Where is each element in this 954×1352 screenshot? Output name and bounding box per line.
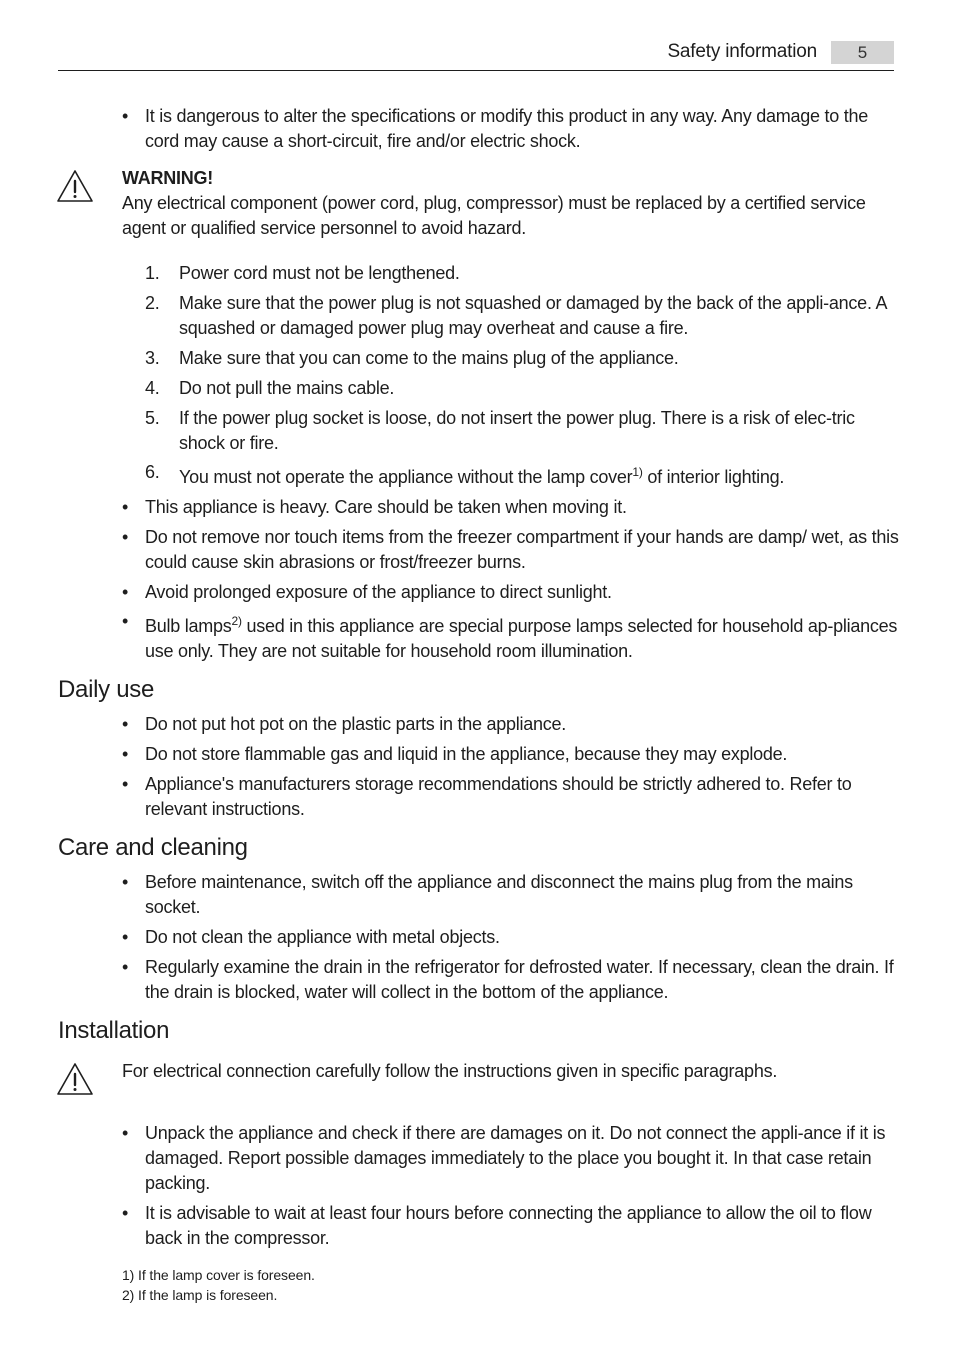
numbered-item-text: Power cord must not be lengthened.: [179, 263, 460, 283]
numbered-item-number: 5.: [145, 408, 160, 428]
bullet-marker: •: [122, 497, 129, 517]
section-title-daily-use: Daily use: [58, 676, 155, 703]
bullet-text-part: used in this appliance are special purpose lamps selected for household ap-pliances use only. They are not suitable for household room illumination.: [145, 616, 898, 661]
page-number-badge: 5: [831, 41, 894, 64]
numbered-item-text: Make sure that the power plug is not squashed or damaged by the back of the appli-ance. A squashed or damaged power plug may overheat and cause a fire.: [179, 293, 887, 338]
numbered-item-text: If the power plug socket is loose, do not insert the power plug. There is a risk of elec-tric shock or fire.: [179, 408, 855, 453]
bullet-marker: •: [122, 106, 129, 126]
installation-warning-text: For electrical connection carefully follow the instructions given in specific paragraphs.: [122, 1061, 778, 1081]
bullet-marker: •: [122, 872, 129, 892]
warning-heading: WARNING!: [122, 168, 213, 188]
numbered-item-number: 3.: [145, 348, 160, 368]
numbered-item-number: 6.: [145, 462, 160, 482]
footnote-ref: 2): [231, 614, 242, 628]
numbered-item-number: 2.: [145, 293, 160, 313]
warning-triangle-icon: [55, 1061, 95, 1097]
bullet-marker: •: [122, 527, 129, 547]
numbered-item-text: Do not pull the mains cable.: [179, 378, 395, 398]
warning-text: Any electrical component (power cord, plug, compressor) must be replaced by a certified service agent or qualified service personnel to avoid hazard.: [122, 193, 866, 238]
numbered-item-text-part: of interior lighting.: [642, 467, 785, 487]
bullet-marker: •: [122, 774, 129, 794]
bullet-marker: •: [122, 927, 129, 947]
section-title-care-and-cleaning: Care and cleaning: [58, 834, 248, 861]
bullet-marker: •: [122, 582, 129, 602]
numbered-item-text-part: You must not operate the appliance without the lamp cover: [179, 467, 633, 487]
bullet-text: [145, 614, 905, 664]
bullet-text: Avoid prolonged exposure of the appliance to direct sunlight.: [145, 582, 612, 602]
bullet-text: Appliance's manufacturers storage recommendations should be strictly adhered to. Refer to relevant instructions.: [145, 774, 852, 819]
bullet-text-part: Bulb lamps: [145, 616, 232, 636]
numbered-item-number: 4.: [145, 378, 160, 398]
bullet-text: Do not clean the appliance with metal objects.: [145, 927, 500, 947]
bullet-text: Before maintenance, switch off the appliance and disconnect the mains plug from the mains socket.: [145, 872, 853, 917]
footnote-1: 1) If the lamp cover is foreseen.: [122, 1267, 315, 1283]
bullet-text: Unpack the appliance and check if there are damages on it. Do not connect the appli-ance if it is damaged. Report possible damages immediately to the place you bought it. In that case retain packing.: [145, 1123, 886, 1193]
bullet-text: Do not put hot pot on the plastic parts in the appliance.: [145, 714, 567, 734]
intro-bullet-text: It is dangerous to alter the specifications or modify this product in any way. Any damage to the cord may cause a short-circuit, fire and/or electric shock.: [145, 106, 869, 151]
numbered-item-text: [179, 465, 904, 490]
header-divider: [58, 70, 894, 71]
warning-block: [122, 166, 897, 241]
footnote-ref: 1): [632, 465, 643, 479]
bullet-text: Do not remove nor touch items from the freezer compartment if your hands are damp/ wet, as this could cause skin abrasions or frost/freezer burns.: [145, 527, 899, 572]
bullet-text: Regularly examine the drain in the refrigerator for defrosted water. If necessary, clean the drain. If the drain is blocked, water will collect in the bottom of the appliance.: [145, 957, 894, 1002]
bullet-text: This appliance is heavy. Care should be taken when moving it.: [145, 497, 627, 517]
numbered-item-text: Make sure that you can come to the mains plug of the appliance.: [179, 348, 679, 368]
bullet-marker: •: [122, 957, 129, 977]
numbered-item-number: 1.: [145, 263, 160, 283]
warning-triangle-icon: [55, 168, 95, 204]
footnote-2: 2) If the lamp is foreseen.: [122, 1287, 278, 1303]
bullet-marker: •: [122, 611, 129, 631]
bullet-marker: •: [122, 714, 129, 734]
bullet-marker: •: [122, 1123, 129, 1143]
header-section-title: Safety information: [667, 41, 817, 62]
bullet-text: It is advisable to wait at least four hours before connecting the appliance to allow the oil to flow back in the compressor.: [145, 1203, 872, 1248]
bullet-marker: •: [122, 1203, 129, 1223]
bullet-text: Do not store flammable gas and liquid in the appliance, because they may explode.: [145, 744, 788, 764]
bullet-marker: •: [122, 744, 129, 764]
section-title-installation: Installation: [58, 1017, 170, 1044]
